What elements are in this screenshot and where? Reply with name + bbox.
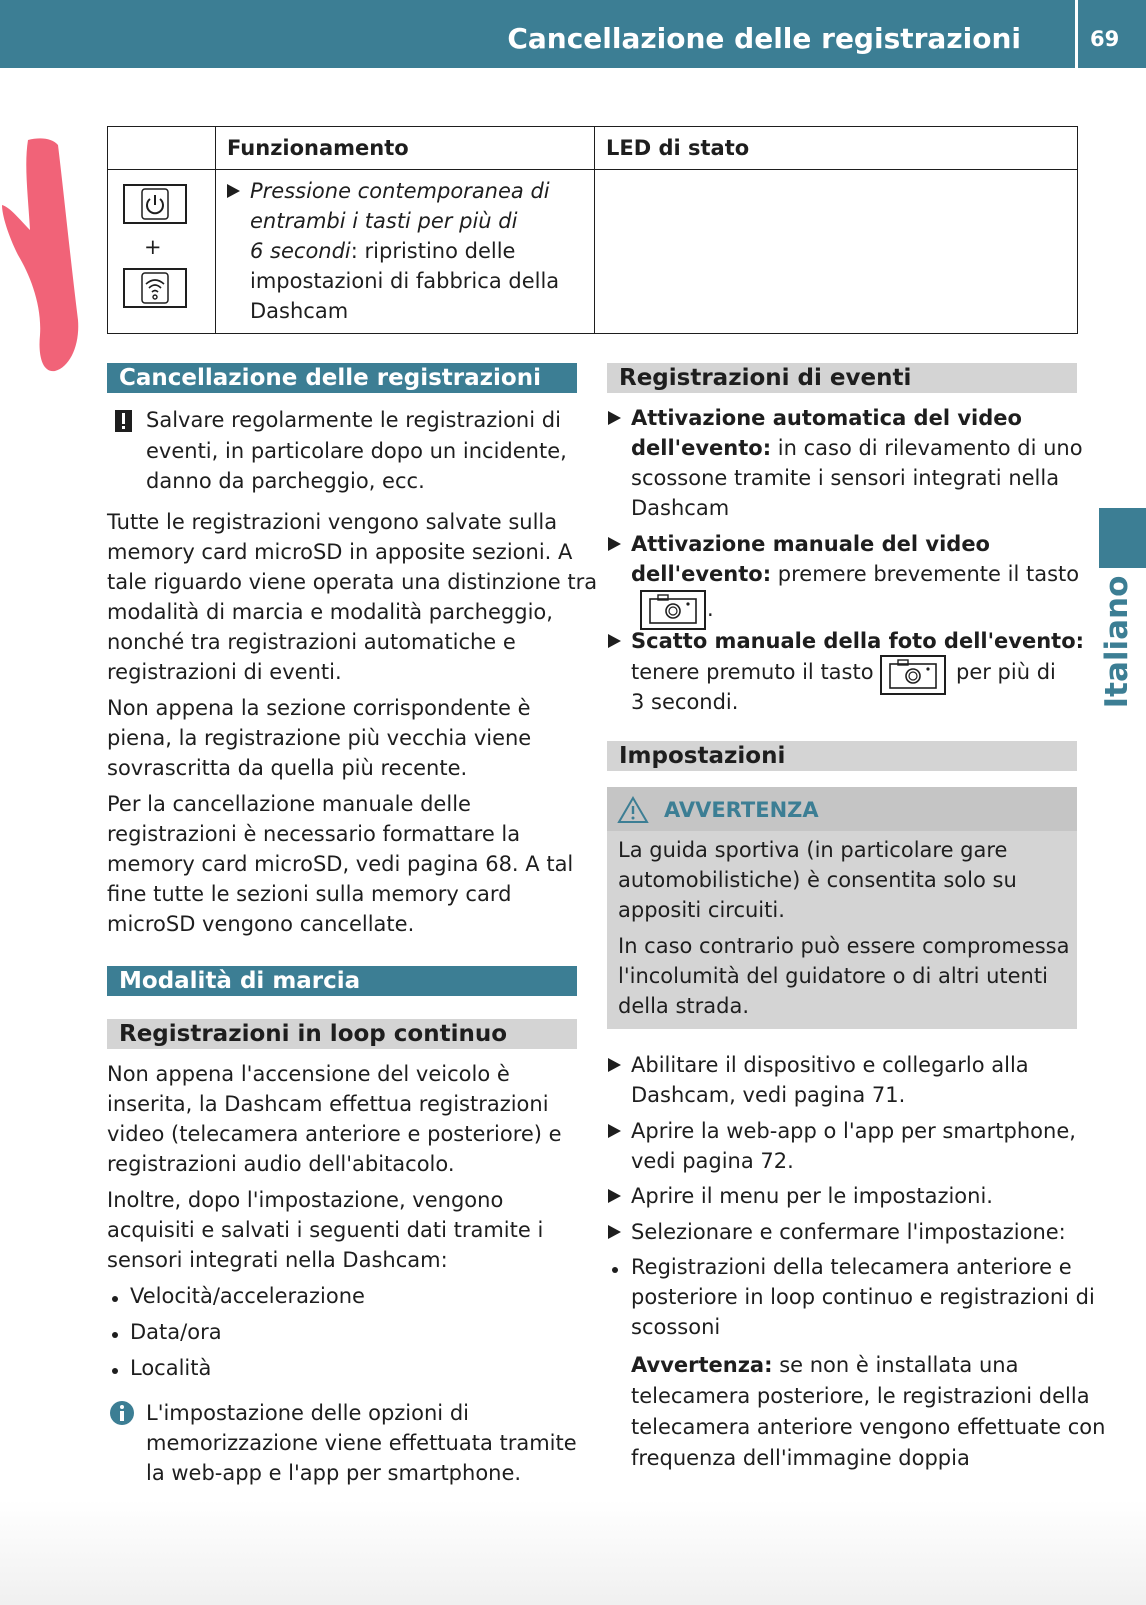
highlighter-mark [0,135,85,375]
paragraph-line: acquisiti e salvati i seguenti dati tramite i [107,1218,544,1242]
paragraph-line: inserita, la Dashcam effettua registrazioni [107,1092,549,1116]
table-border-bottom [107,333,1078,334]
table-divider-2 [594,126,595,334]
bullet-dot [112,1368,118,1374]
section-title-drive-mode: Modalità di marcia [107,966,577,996]
info-line: L'impostazione delle opzioni di [146,1401,469,1425]
section-title-loop: Registrazioni in loop continuo [107,1019,577,1049]
side-tab-label: Italiano [1099,575,1135,709]
info-line: memorizzazione viene effettuata tramite [146,1431,577,1455]
warning-title: AVVERTENZA [664,798,819,822]
paragraph-line: modalità di marcia e modalità parcheggio, [107,600,553,624]
paragraph-line: piena, la registrazione più vecchia viene [107,726,532,750]
warning-line: In caso contrario può essere compromessa [618,934,1070,958]
bullet-dot [112,1296,118,1302]
option-line: scossoni [631,1315,721,1339]
arrow-bullet [608,634,621,648]
paragraph-line: registrazioni audio dell'abitacolo. [107,1152,455,1176]
paragraph-line: Inoltre, dopo l'impostazione, vengono [107,1188,504,1212]
step-line: Aprire il menu per le impostazioni. [631,1184,993,1208]
event-line: scossone tramite i sensori integrati nella [631,466,1060,490]
event-line: per più di [956,660,1056,684]
table-row-line: entrambi i tasti per più di [250,209,518,233]
bullet-dot [112,1332,118,1338]
page-bottom-shadow [0,1500,1146,1605]
section-title-deletion: Cancellazione delle registrazioni [107,363,577,393]
warning-line: della strada. [618,994,750,1018]
note-line: danno da parcheggio, ecc. [146,469,425,493]
table-header-led: LED di stato [606,136,750,160]
note-line: frequenza dell'immagine doppia [631,1446,970,1470]
paragraph-line: sensori integrati nella Dashcam: [107,1248,448,1272]
option-line: posteriore in loop continuo e registrazioni di [631,1285,1095,1309]
note-line: telecamera anteriore vengono effettuate con [631,1415,1106,1439]
table-border-right [1077,126,1078,334]
camera-button-icon [640,590,706,630]
table-divider-1 [215,126,216,334]
paragraph-line: registrazioni è necessario formattare la [107,822,521,846]
camera-button-icon [880,655,946,695]
power-button-icon [123,184,187,224]
section-title-events: Registrazioni di eventi [607,363,1077,393]
bullet-item: Velocità/accelerazione [130,1284,365,1308]
note-line: Avvertenza: se non è installata una [631,1353,1019,1377]
event-line: dell'evento: in caso di rilevamento di uno [631,436,1083,460]
arrow-bullet [227,184,240,198]
arrow-bullet [608,1124,621,1138]
step-line: vedi pagina 72. [631,1149,794,1173]
paragraph-line: tale riguardo viene operata una distinzione tra [107,570,598,594]
event-line: Attivazione automatica del video [631,406,1022,430]
table-border-top [107,126,1078,127]
paragraph-line: Tutte le registrazioni vengono salvate sulla [107,510,558,534]
wifi-button-icon [123,268,187,308]
step-line: Selezionare e confermare l'impostazione: [631,1220,1066,1244]
paragraph-line: sovrascritta da quella più recente. [107,756,468,780]
paragraph-line: fine tutte le sezioni sulla memory card [107,882,512,906]
bullet-dot [612,1267,618,1273]
warning-line: l'incolumità del guidatore o di altri utenti [618,964,1048,988]
event-line-end: . [707,597,714,621]
step-line: Aprire la web-app o l'app per smartphone, [631,1119,1076,1143]
option-line: Registrazioni della telecamera anteriore e [631,1255,1072,1279]
header-title: Cancellazione delle registrazioni [507,22,1021,55]
table-header-function: Funzionamento [227,136,409,160]
event-line: Dashcam [631,496,730,520]
note-line: telecamera posteriore, le registrazioni della [631,1384,1090,1408]
arrow-bullet [608,1058,621,1072]
arrow-bullet [608,1189,621,1203]
warning-triangle-icon [617,796,649,824]
info-icon [110,1401,134,1425]
header-separator [1075,0,1078,68]
paragraph-line: Non appena l'accensione del veicolo è [107,1062,510,1086]
event-line: Scatto manuale della foto dell'evento: [631,629,1085,653]
bullet-item: Località [130,1356,212,1380]
warning-line: La guida sportiva (in particolare gare [618,838,1008,862]
table-border-left [107,126,108,334]
table-row-line: impostazioni di fabbrica della [250,269,560,293]
warning-line: automobilistiche) è consentita solo su [618,868,1017,892]
table-row-line: Pressione contemporanea di [250,179,550,203]
event-line: 3 secondi. [631,690,739,714]
plus-sign: + [144,235,162,259]
table-row-line: 6 secondi: ripristino delle [250,239,516,263]
note-line: eventi, in particolare dopo un incidente, [146,439,567,463]
paragraph-line: memory card microSD, vedi pagina 68. A tal [107,852,574,876]
table-row-line: Dashcam [250,299,349,323]
warning-line: appositi circuiti. [618,898,785,922]
arrow-bullet [608,1225,621,1239]
paragraph-line: memory card microSD in apposite sezioni. A [107,540,573,564]
info-line: la web-app e l'app per smartphone. [146,1461,522,1485]
page-number: 69 [1090,27,1120,51]
table-border-header [107,169,1078,170]
paragraph-line: Non appena la sezione corrispondente è [107,696,531,720]
event-line: dell'evento: premere brevemente il tasto [631,562,1080,586]
paragraph-line: registrazioni di eventi. [107,660,342,684]
arrow-bullet [608,537,621,551]
paragraph-line: nonché tra registrazioni automatiche e [107,630,516,654]
side-tab-marker [1099,508,1146,568]
exclamation-icon [115,410,132,432]
event-line: Attivazione manuale del video [631,532,990,556]
event-line: tenere premuto il tasto [631,660,874,684]
section-title-settings: Impostazioni [607,741,1077,771]
note-line: Salvare regolarmente le registrazioni di [146,408,561,432]
paragraph-line: video (telecamera anteriore e posteriore) e [107,1122,562,1146]
arrow-bullet [608,411,621,425]
paragraph-line: microSD vengono cancellate. [107,912,415,936]
step-line: Abilitare il dispositivo e collegarlo alla [631,1053,1029,1077]
paragraph-line: Per la cancellazione manuale delle [107,792,471,816]
bullet-item: Data/ora [130,1320,222,1344]
step-line: Dashcam, vedi pagina 71. [631,1083,906,1107]
